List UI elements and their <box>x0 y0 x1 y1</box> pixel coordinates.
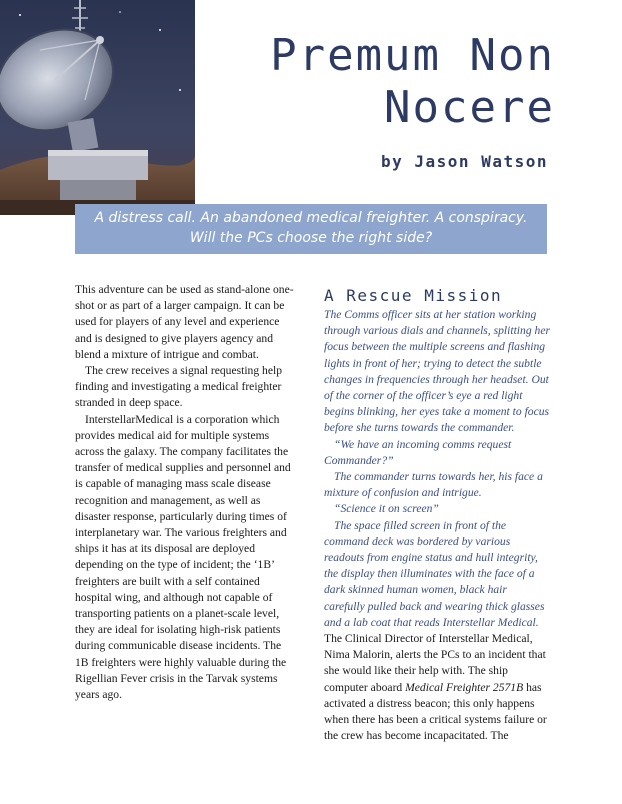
byline: by Jason Watson <box>381 152 548 171</box>
title-line-1: Premum Non <box>270 30 555 81</box>
paragraph: This adventure can be used as stand-alone one-shot or as part of a larger campaign. It can be used for players of any level and experience and is designed to give players agency and blend a mixture of intrigue and combat. <box>75 283 294 361</box>
paragraph: InterstellarMedical is a corporation which provides medical aid for multiple systems across the galaxy. The company facilitates the transfer of medical supplies and personnel and is capable of managing mass scale disease recognition and management, as well as disaster response, particularly during times of interplanetary war. The various freighters and ships it has at its disposal are deployed depending on the type of incident; the ‘1B’ freighters are built with a self contained hospital wing, and although not capable of transporting patients on a planet-scale level, they are ideal for isolating high-risk patients during communicable disease incidents. The 1B freighters were highly valuable during the Rigellian Fever crisis in the Tarvak systems years ago. <box>75 412 291 702</box>
article-title <box>215 30 555 134</box>
body-text-start: The Clinical Director of Interstellar Medical, Nima Malorin, alerts the PCs to an incident that she would like their help with. The ship computer aboard <box>324 632 546 694</box>
tagline-banner <box>75 204 547 254</box>
read-aloud-text <box>324 307 550 631</box>
right-column <box>324 286 550 744</box>
left-column <box>75 282 297 703</box>
satellite-dish-illustration <box>0 0 195 215</box>
tagline-line-2: Will the PCs choose the right side? <box>189 230 433 246</box>
tagline-line-1: A distress call. An abandoned medical freighter. A conspiracy. <box>94 210 528 226</box>
ship-name: Medical Freighter 2571B <box>405 680 524 694</box>
story-paragraph: “Science it on screen” <box>334 502 439 516</box>
body-paragraph <box>324 631 550 744</box>
title-line-2: Nocere <box>384 82 555 133</box>
paragraph: The crew receives a signal requesting help finding and investigating a medical freighter stranded in deep space. <box>75 364 283 410</box>
story-paragraph: “We have an incoming comms request Commander?” <box>324 437 512 467</box>
satellite-dish-icon <box>0 0 195 215</box>
section-heading: A Rescue Mission <box>324 286 503 305</box>
story-paragraph: The commander turns towards her, his face a mixture of confusion and intrigue. <box>324 470 543 500</box>
story-paragraph: The Comms officer sits at her station working through various dials and channels, splitting her focus between the multiple screens and flashing lights in front of her; trying to detect the subtle changes in frequencies through her headset. Out of the corner of the officer’s eye a red light begins blinking, her eyes take a moment to focus before she turns towards the commander. <box>324 308 550 435</box>
body-text-end: has activated a distress beacon; this only happens when there has been a critical systems failure or the crew has become incapacitated. The <box>324 680 547 743</box>
story-paragraph: The space filled screen in front of the command deck was bordered by various readouts from engine status and hull integrity, the display then illuminates with the face of a dark skinned human women, black hair carefully pulled back and wearing thick glasses and a lab coat that reads Interstellar Medical. <box>324 518 545 629</box>
